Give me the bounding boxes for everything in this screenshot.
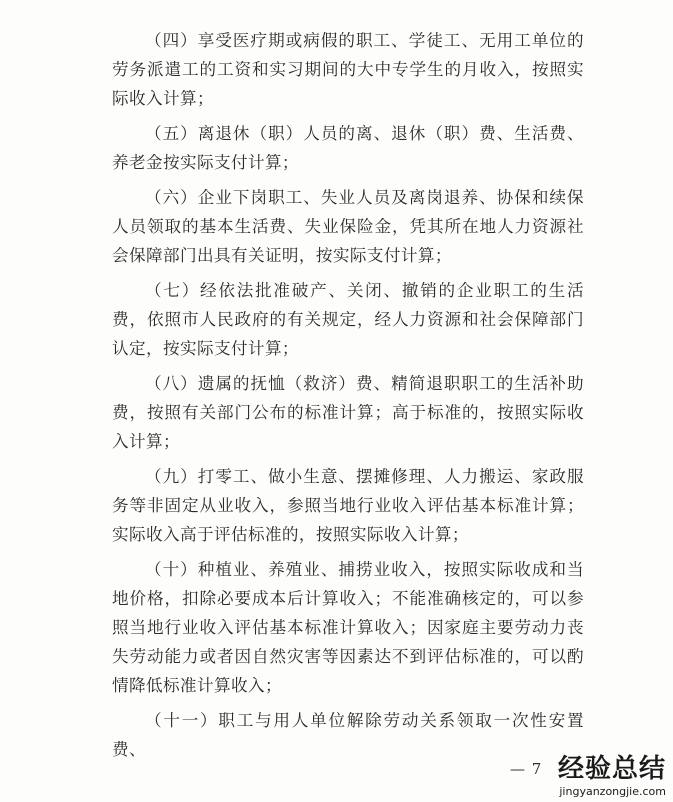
site-watermark [536, 748, 668, 800]
paragraph-item-9: （九）打零工、做小生意、摆摊修理、人力搬运、家政服务等非固定从业收入，参照当地行业收入评估基本标准计算；实际收入高于评估标准的，按照实际收入计算； [112, 467, 584, 544]
paragraph-item-7: （七）经依法批准破产、关闭、撤销的企业职工的生活费，依照市人民政府的有关规定，经人力资源和社会保障部门认定，按实际支付计算； [112, 281, 584, 358]
paragraph-item-6: （六）企业下岗职工、失业人员及离岗退养、协保和续保人员领取的基本生活费、失业保险金，凭其所在地人力资源社会保障部门出具有关证明，按实际支付计算； [112, 188, 584, 265]
paragraph-item-10: （十）种植业、养殖业、捕捞业收入，按照实际收成和当地价格，扣除必要成本后计算收入；不能准确核定的，可以参照当地行业收入评估基本标准计算收入；因家庭主要劳动力丧失劳动能力或者因自然灾害等因素达不到评估标准的，可以酌情降低标准计算收入； [112, 560, 584, 695]
page-number: — 7 [510, 760, 543, 778]
paragraph-item-5: （五）离退休（职）人员的离、退休（职）费、生活费、养老金按实际支付计算； [112, 124, 584, 172]
watermark-url: jingyanzongjie.com [559, 785, 666, 798]
paragraph-item-8: （八）遗属的抚恤（救济）费、精简退职职工的生活补助费，按照有关部门公布的标准计算；高于标准的，按照实际收入计算； [112, 374, 584, 451]
body-text [112, 26, 584, 770]
paragraph-item-11: （十一）职工与用人单位解除劳动关系领取一次性安置费、 [112, 711, 584, 759]
watermark-site-name: 经验总结 [557, 754, 666, 784]
paragraph-item-4: （四）享受医疗期或病假的职工、学徒工、无用工单位的劳务派遣工的工资和实习期间的大中专学生的月收入，按照实际收入计算； [112, 31, 584, 108]
